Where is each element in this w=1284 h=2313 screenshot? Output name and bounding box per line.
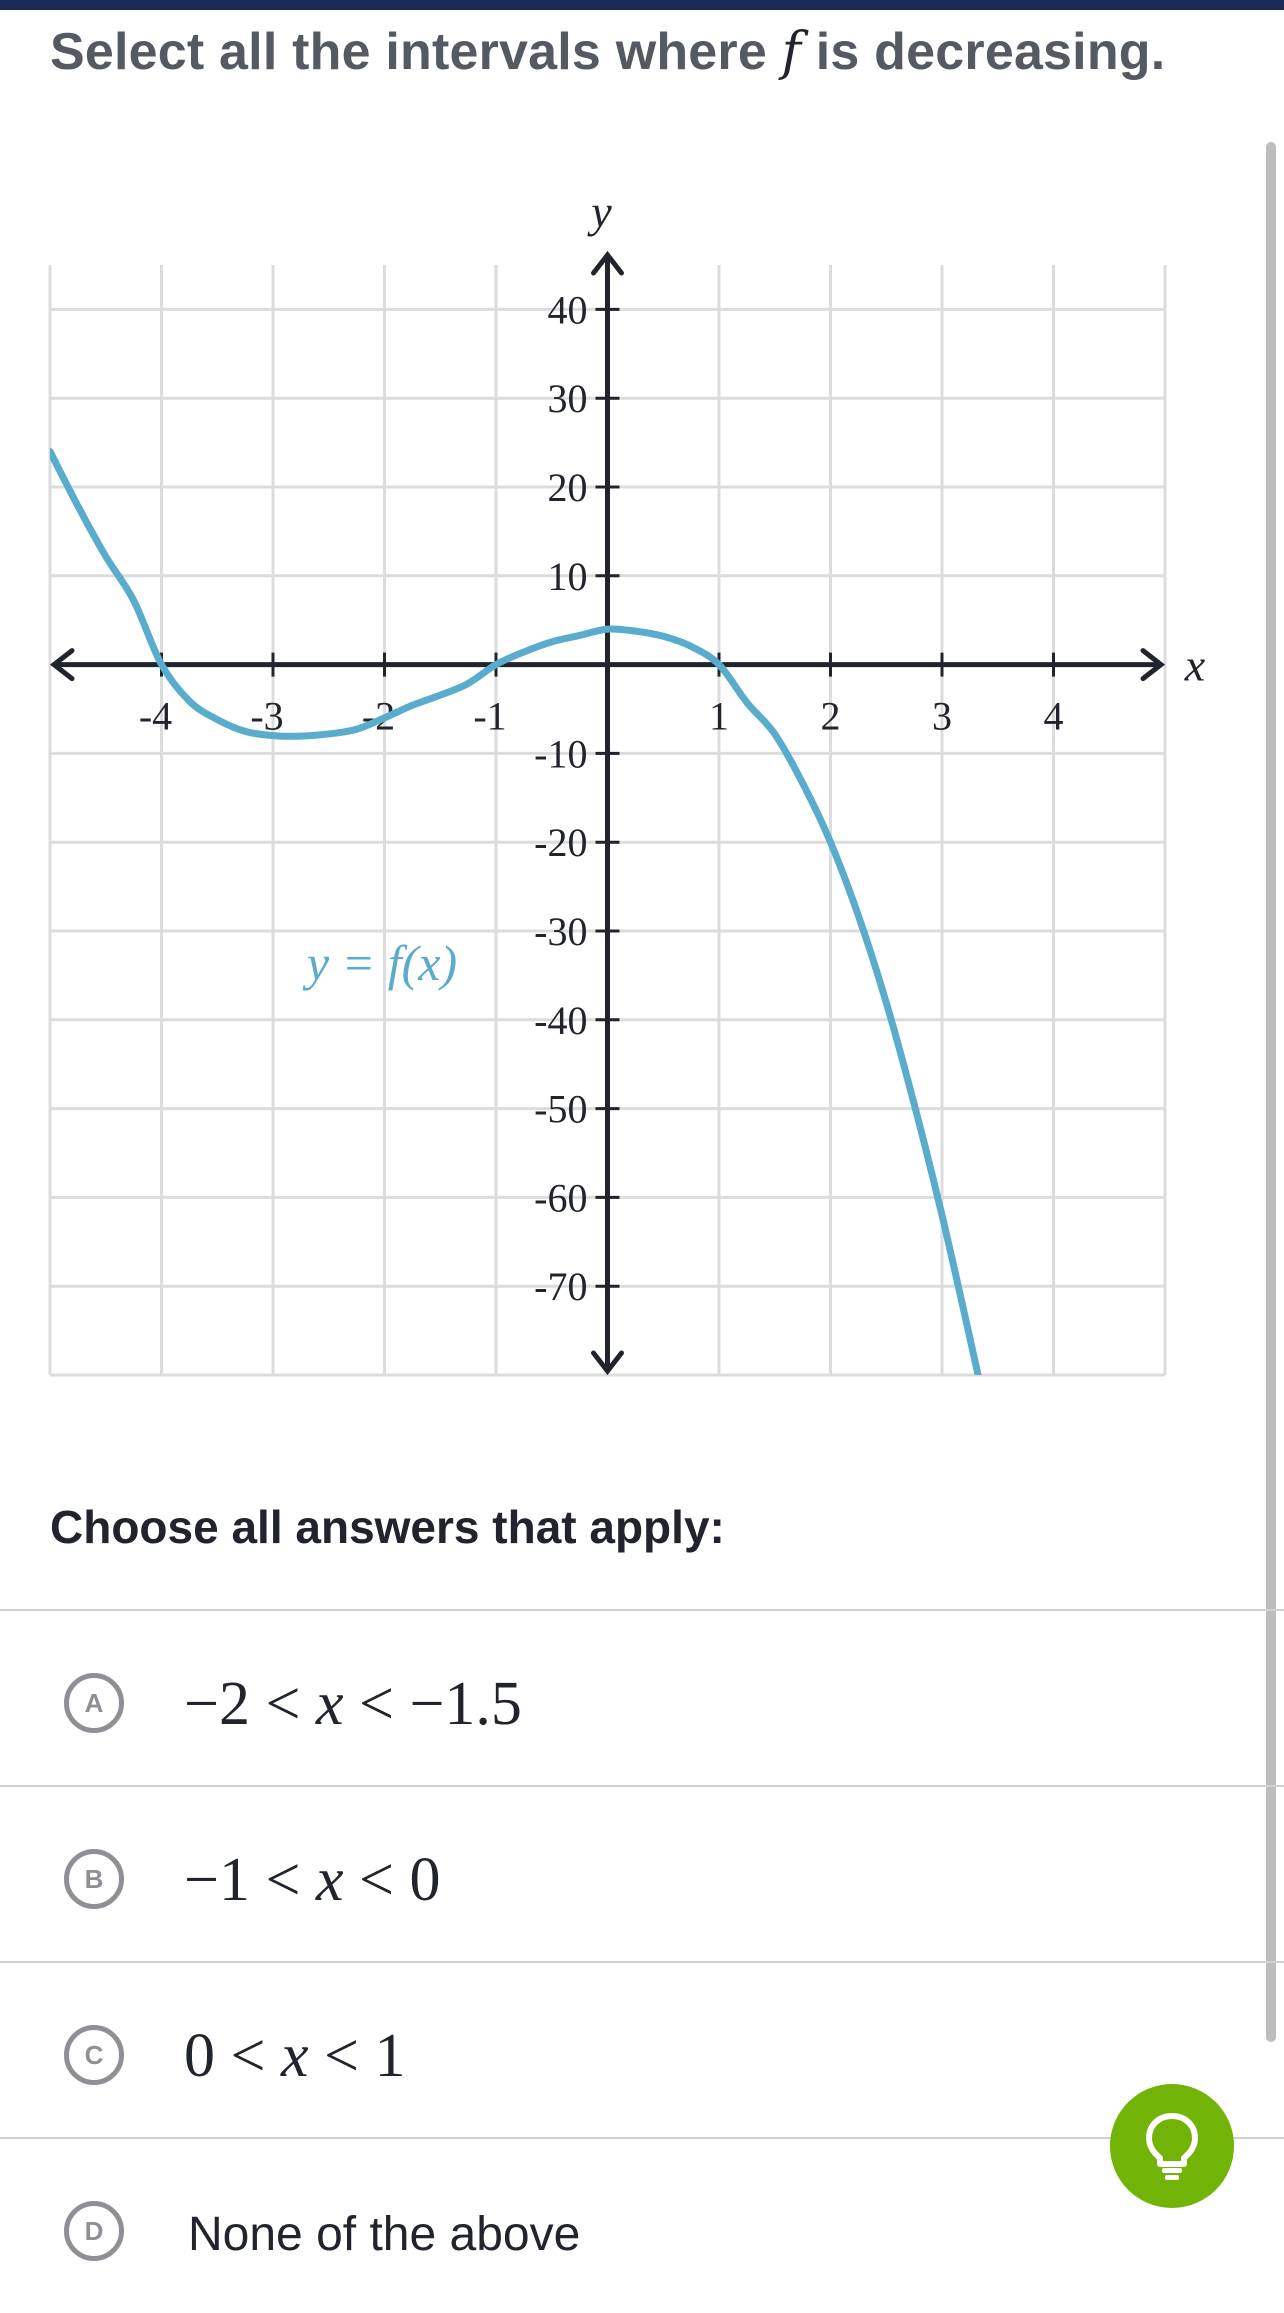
y-tick-label: -10	[534, 731, 588, 777]
choice-letter-c: C	[64, 2025, 124, 2085]
choice-letter-a: A	[64, 1673, 124, 1733]
question-prefix: Select all the intervals where	[50, 23, 767, 81]
function-graph	[0, 180, 1284, 1410]
choice-a-var: x	[315, 1670, 344, 1738]
graph-tick-labels	[139, 186, 1206, 1309]
x-tick-label: -3	[250, 693, 284, 739]
choice-c-left: 0	[184, 2022, 215, 2090]
y-tick-label: -60	[534, 1175, 588, 1221]
top-bar	[0, 0, 1284, 10]
y-axis-label: y	[591, 186, 612, 237]
x-tick-label: 1	[709, 693, 729, 739]
choice-b-math: −1 < x < 0	[184, 1846, 441, 1914]
choice-a-math: −2 < x < −1.5	[184, 1670, 522, 1738]
choose-all-label: Choose all answers that apply:	[50, 1501, 725, 1553]
function-name: f	[781, 22, 802, 82]
choice-letter-d: D	[64, 2201, 124, 2261]
choice-b-var: x	[315, 1846, 344, 1914]
choice-a[interactable]	[0, 1609, 1284, 1785]
x-tick-label: 3	[932, 693, 952, 739]
choice-b-right: 0	[409, 1846, 441, 1914]
x-tick-label: -2	[361, 693, 396, 739]
choice-d[interactable]	[0, 2137, 1284, 2313]
lightbulb-icon	[1140, 2110, 1204, 2182]
curve-label: y = f(x)	[306, 935, 458, 991]
x-tick-label: -1	[473, 693, 507, 739]
choice-c-var: x	[280, 2022, 309, 2090]
y-tick-label: -40	[534, 997, 588, 1043]
choice-c-right: 1	[374, 2022, 406, 2090]
y-tick-label: -50	[534, 1086, 588, 1132]
question-title	[50, 22, 1165, 82]
choice-b[interactable]	[0, 1785, 1284, 1961]
y-tick-label: 30	[547, 376, 588, 422]
choice-c[interactable]	[0, 1961, 1284, 2137]
x-tick-label: -4	[138, 693, 173, 739]
hint-button[interactable]	[1110, 2084, 1234, 2208]
y-tick-label: -70	[534, 1264, 588, 1310]
y-tick-label: -30	[534, 909, 588, 954]
choice-letter-b: B	[64, 1849, 124, 1909]
x-tick-label: 4	[1043, 693, 1064, 739]
y-tick-label: 20	[547, 465, 588, 510]
y-tick-label: 40	[547, 287, 588, 333]
choice-d-text: None of the above	[188, 2208, 581, 2261]
choice-c-math: 0 < x < 1	[184, 2022, 406, 2090]
choice-a-right: −1.5	[409, 1670, 522, 1738]
x-axis-label: x	[1184, 639, 1206, 691]
answer-choices	[0, 1609, 1284, 2313]
y-tick-label: 10	[547, 553, 588, 599]
y-tick-label: -20	[534, 820, 588, 866]
question-suffix: is decreasing.	[815, 23, 1166, 81]
choice-a-left: −2	[184, 1670, 250, 1738]
graph-axes	[54, 255, 1161, 1371]
x-tick-label: 2	[820, 693, 841, 739]
choice-b-left: −1	[184, 1846, 250, 1914]
